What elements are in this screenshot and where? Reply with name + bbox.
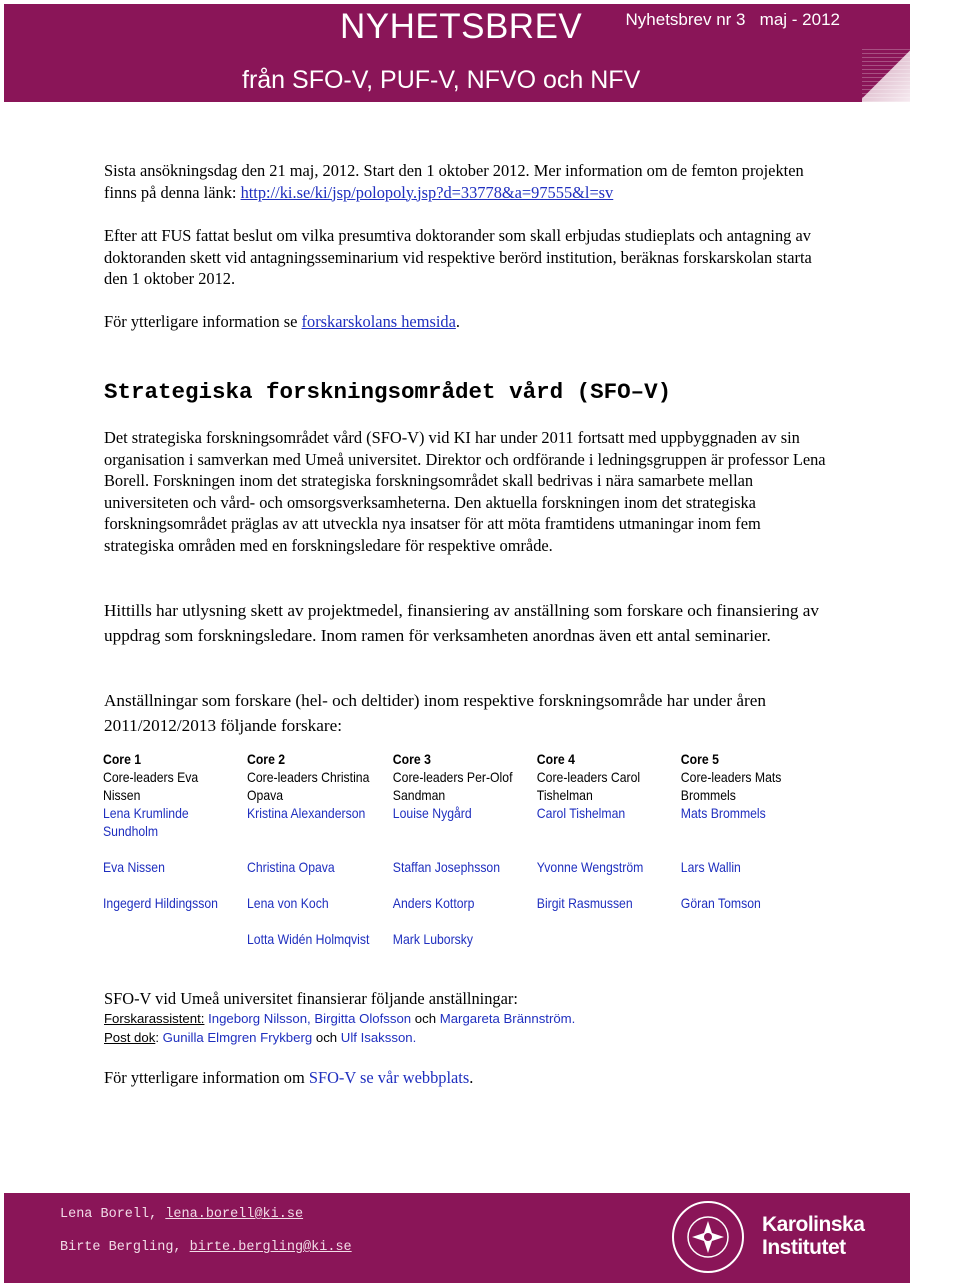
section-heading: Strategiska forskningsområdet vård (SFO–V) [104,379,672,405]
research-school-link[interactable]: forskarskolans hemsida [301,312,456,331]
core-column [103,751,247,911]
intro-paragraph [104,160,832,203]
newsletter-title: NYHETSBREV [340,7,583,46]
contact-name: Birte Bergling, [60,1240,190,1255]
newsletter-subtitle: från SFO-V, PUF-V, NFVO och NFV [242,66,641,94]
core-leader-name[interactable]: Kristina Alexanderson [247,806,366,821]
core-member[interactable]: Lars Wallin [680,860,741,875]
core-member[interactable]: Christina Opava [247,860,335,875]
contact-email-link[interactable]: birte.bergling@ki.se [189,1240,352,1255]
core-title: Core 3 [392,752,431,767]
core-leaders: Core-leaders Eva Nissen [103,770,199,803]
more-info-research-school [104,311,832,333]
intro-text: Sista ansökningsdag den 21 maj, 2012. Start den 1 oktober 2012. Mer information om de femton projekten finns på denna länk: [104,161,804,202]
core-member[interactable]: Eva Nissen [103,860,165,875]
more-info-suffix: . [455,312,460,331]
core-leader-name[interactable]: Mats Brommels [680,806,766,821]
core-member[interactable]: Göran Tomson [680,896,761,911]
ki-wordmark [762,1213,864,1259]
core-title: Core 5 [680,752,719,767]
core-column [680,751,825,911]
contact-line [60,1207,303,1222]
page-curl-decoration [862,48,910,102]
core-leader-name[interactable]: Carol Tishelman [536,806,626,821]
core-leaders: Core-leaders Mats Brommels [680,770,782,803]
umea-section [104,988,832,1047]
umea-heading: SFO-V vid Umeå universitet finansierar följande anställningar: [104,989,518,1008]
core-member[interactable]: Ingegerd Hildingsson [103,896,218,911]
sfov-paragraph: Det strategiska forskningsområdet vård (SFO-V) vid KI har under 2011 fortsatt med uppbyggnaden av sin organisation i samverkan med Umeå universitet. Direktor och ordförande i ledningsgruppen är professor Lena Borell. Forskningen inom det strategiska forskningsområdet skall bedrivas i nära samarbete mellan universiteten och vård- och omsorgsverksamheterna. Den aktuella forskningen inom det strategiska forskningsområdet präglas av att utveckla nya insatser för att möta framtidens utmaningar inom fem strategiska områden med en forskningsledare för respektive område. [104,428,826,555]
core-column [536,751,681,911]
assistant-and: och [414,1011,437,1026]
assistant-last-name[interactable]: Margareta Brännström. [439,1011,576,1026]
core-leaders: Core-leaders Carol Tishelman [536,770,641,803]
project-link[interactable]: http://ki.se/ki/jsp/polopoly.jsp?d=33778&a=97555&l=sv [240,182,614,202]
core-member[interactable]: Anders Kottorp [392,896,475,911]
contact-name: Lena Borell, [60,1207,166,1222]
fus-paragraph: Efter att FUS fattat beslut om vilka presumtiva doktorander som skall erbjudas studieplats och antagning av doktoranden skett vid antagningsseminarium vid respektive berörd institution, beräknas forskarskolan starta den 1 oktober 2012. [104,226,812,288]
core-member[interactable]: Lena von Koch [247,896,329,911]
core-leaders: Core-leaders Christina Opava [247,770,370,803]
assistant-label: Forskarassistent: [104,1011,205,1026]
funding-paragraph: Hittills har utlysning skett av projektmedel, finansiering av anställning som forskare och finansiering av uppdrag som forskningsledare. Inom ramen för verksamheten anordnas även ett antal seminarier. [104,601,820,645]
core-column [392,751,537,947]
karolinska-logo [668,1199,898,1277]
core-member[interactable]: Staffan Josephsson [392,860,501,875]
core-title: Core 4 [536,752,575,767]
contact-email-link[interactable]: lena.borell@ki.se [165,1207,304,1222]
core-leader-name[interactable]: Louise Nygård [392,806,472,821]
postdoc-colon: : [155,1030,159,1045]
ki-wordmark-line2: Institutet [762,1236,846,1259]
core-member[interactable]: Yvonne Wengström [536,860,644,875]
more-info-prefix: För ytterligare information se [104,312,302,331]
more-info-sfov [104,1067,832,1089]
postdoc-and: och [315,1030,338,1045]
newsletter-header [4,4,910,102]
ki-wordmark-line1: Karolinska [762,1213,865,1236]
core-title: Core 1 [103,752,142,767]
contact-line [60,1240,352,1255]
positions-paragraph: Anställningar som forskare (hel- och deltider) inom respektive forskningsområde har under åren 2011/2012/2013 följande forskare: [104,691,766,735]
core-leader-name[interactable]: Lena Krumlinde Sundholm [103,806,189,839]
postdoc-names[interactable]: Gunilla Elmgren Frykberg [162,1030,313,1045]
core-member[interactable]: Mark Luborsky [392,932,474,947]
sfov-website-link[interactable]: SFO-V se vår webbplats [308,1068,470,1087]
core-title: Core 2 [247,752,286,767]
assistant-names[interactable]: Ingeborg Nilsson, Birgitta Olofsson [208,1011,412,1026]
more-info-prefix: För ytterligare information om [104,1068,309,1087]
core-member[interactable]: Lotta Widén Holmqvist [247,932,370,947]
ki-seal-icon [672,1201,744,1273]
more-info-suffix: . [469,1068,474,1087]
postdoc-label: Post dok [104,1030,156,1045]
core-column [247,751,391,947]
postdoc-line [104,1028,832,1047]
core-member[interactable]: Birgit Rasmussen [536,896,633,911]
issue-label: Nyhetsbrev nr 3 maj - 2012 [625,10,840,29]
newsletter-footer [4,1193,910,1283]
core-leaders: Core-leaders Per-Olof Sandman [392,770,513,803]
research-assistant-line [104,1009,832,1028]
postdoc-last-name[interactable]: Ulf Isaksson. [340,1030,417,1045]
